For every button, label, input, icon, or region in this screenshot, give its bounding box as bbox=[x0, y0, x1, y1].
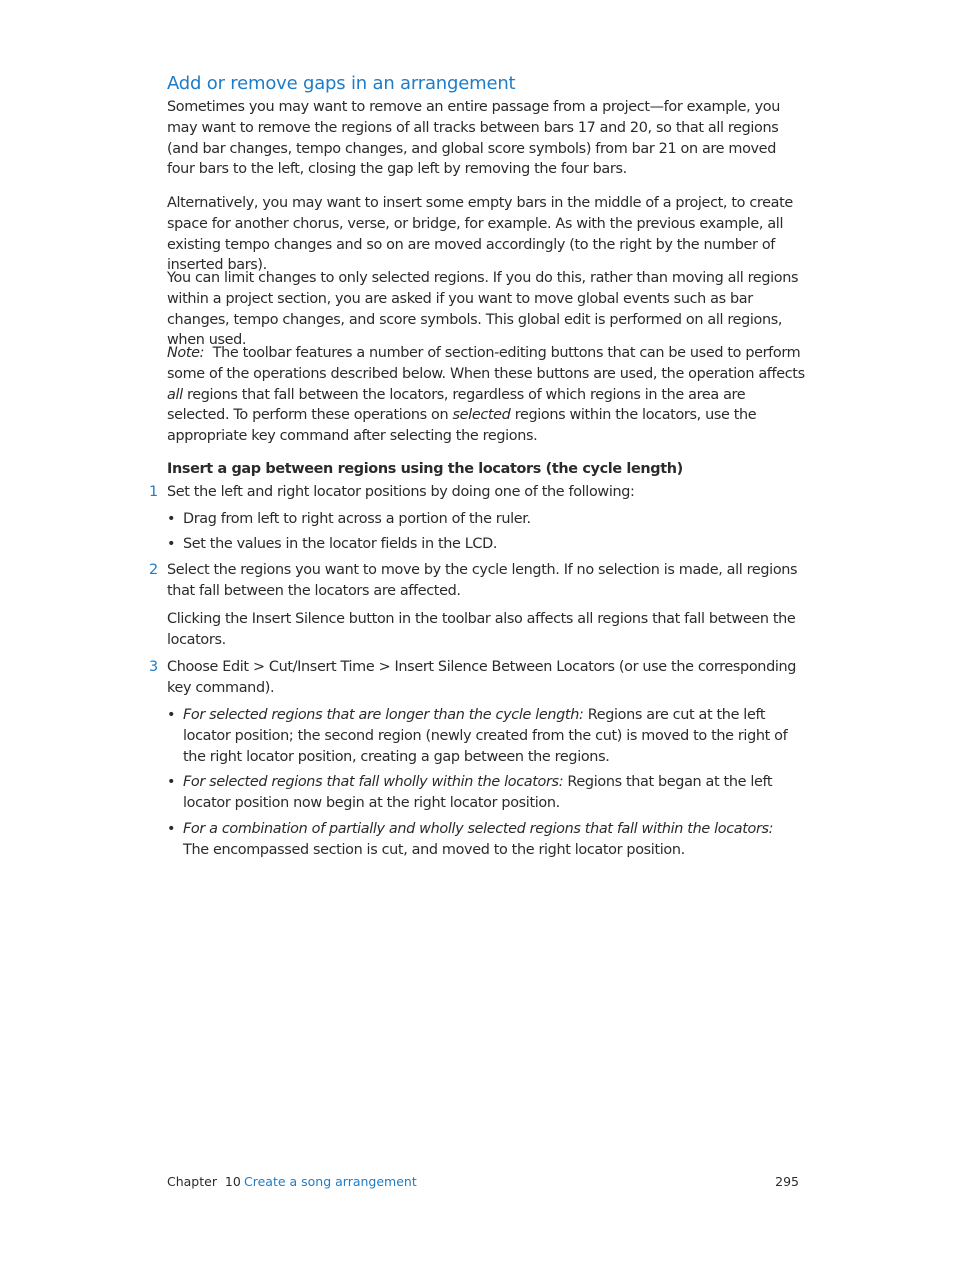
step-text: Set the left and right locator positions by doing one of the following: bbox=[167, 484, 635, 500]
step-text: Select the regions you want to move by the cycle length. If no selection is made, all regions that fall between the locators are affected. bbox=[167, 562, 798, 599]
list-item-text bbox=[183, 705, 803, 767]
paragraph-insert-bars: Alternatively, you may want to insert some empty bars in the middle of a project, to create space for another chorus, verse, or bridge, for example. As with the previous example, all existing tempo changes and so on are moved accordingly (to the right by the number of inserted bars). bbox=[167, 195, 793, 274]
section-title: Add or remove gaps in an arrangement bbox=[167, 73, 516, 94]
paragraph-remove-passage: Sometimes you may want to remove an entire passage from a project—for example, you may want to remove the regions of all tracks between bars 17 and 20, so that all regions (and bar changes, tempo changes, and global score symbols) from bar 21 on are moved four bars to the left, closing the gap left by removing the four bars. bbox=[167, 99, 780, 178]
task-heading: Insert a gap between regions using the locators (the cycle length) bbox=[167, 461, 683, 477]
step-number: 2 bbox=[149, 562, 159, 578]
list-item-body: Regions that began at the left locator position now begin at the right locator position. bbox=[183, 774, 773, 811]
list-item-text: Set the values in the locator fields in the LCD. bbox=[183, 536, 498, 552]
note-text-c: regions within the locators, use the appropriate key command after selecting the regions. bbox=[167, 407, 757, 445]
list-item-emphasis: For a combination of partially and wholly selected regions that fall within the locators: bbox=[183, 821, 774, 837]
list-item-body: The encompassed section is cut, and moved to the right locator position. bbox=[183, 841, 685, 858]
list-item-text bbox=[183, 819, 803, 861]
note-emphasis-selected: selected bbox=[452, 407, 511, 424]
bullet-icon: • bbox=[167, 774, 176, 790]
note-label: Note: bbox=[167, 345, 205, 361]
bullet-icon: • bbox=[167, 707, 176, 723]
bullet-icon: • bbox=[167, 511, 176, 527]
step-number: 1 bbox=[149, 484, 159, 500]
list-item-text: Drag from left to right across a portion of the ruler. bbox=[183, 511, 531, 527]
step-text: Choose Edit > Cut/Insert Time > Insert Silence Between Locators (or use the corresponding key command). bbox=[167, 659, 797, 696]
page-footer bbox=[167, 1173, 799, 1193]
note-paragraph bbox=[167, 343, 807, 447]
list-item-body: Regions are cut at the left locator position; the second region (newly created from the cut) is moved to the right of the right locator position, creating a gap between the regions. bbox=[183, 707, 788, 765]
footer-chapter-link[interactable]: Create a song arrangement bbox=[244, 1174, 417, 1189]
step-number: 3 bbox=[149, 659, 159, 675]
note-text-a: The toolbar features a number of section-editing buttons that can be used to perform some of the operations described below. When these buttons are used, the operation affects bbox=[167, 345, 805, 382]
footer-chapter-label: Chapter 10 bbox=[167, 1174, 241, 1189]
step-followup-text: Clicking the Insert Silence button in the toolbar also affects all regions that fall between the locators. bbox=[167, 611, 796, 648]
bullet-icon: • bbox=[167, 821, 176, 837]
bullet-icon: • bbox=[167, 536, 176, 552]
paragraph-limit-changes: You can limit changes to only selected regions. If you do this, rather than moving all regions within a project section, you are asked if you want to move global events such as bar changes, tempo changes, and score symbols. This global edit is performed on all regions, when used. bbox=[167, 270, 799, 349]
list-item-emphasis: For selected regions that fall wholly within the locators: bbox=[183, 774, 564, 790]
list-item-text bbox=[183, 772, 803, 814]
page-number: 295 bbox=[775, 1174, 799, 1189]
list-item-emphasis: For selected regions that are longer than the cycle length: bbox=[183, 707, 584, 723]
note-text-b: regions that fall between the locators, regardless of which regions in the area are selected. To perform these operations on bbox=[167, 386, 746, 424]
note-emphasis-all: all bbox=[167, 386, 183, 403]
